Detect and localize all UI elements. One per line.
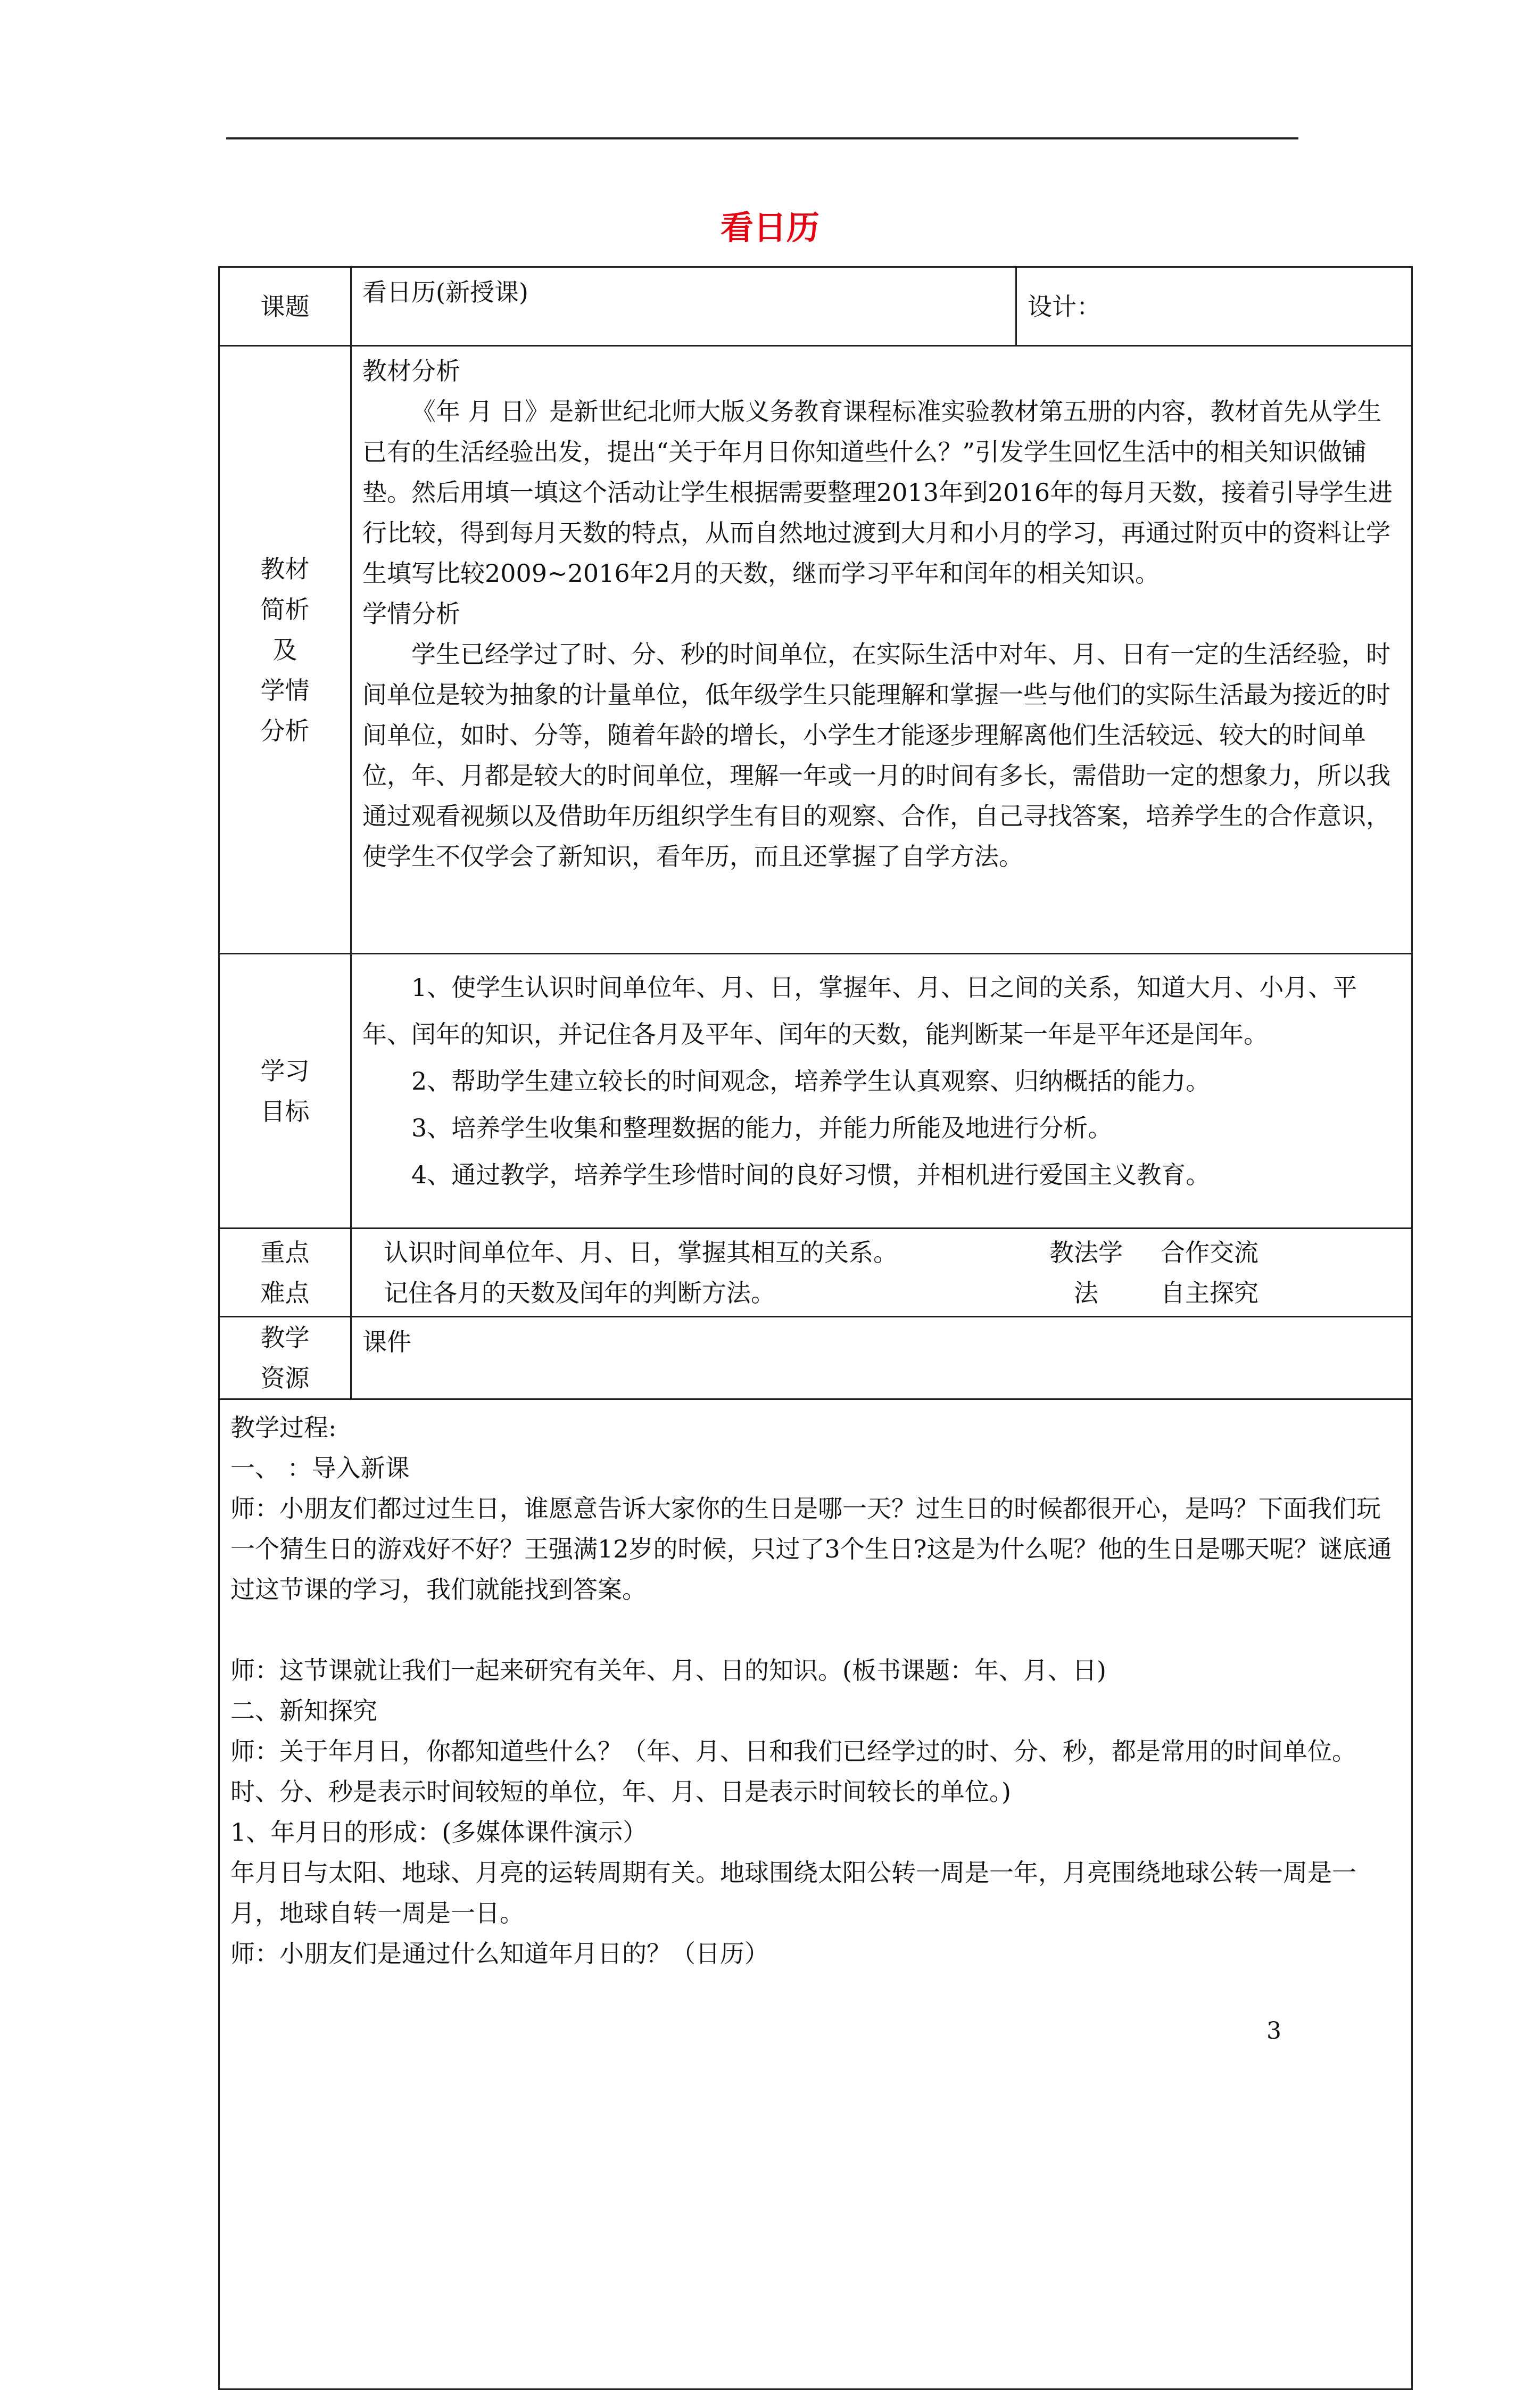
- lesson-plan-table: [218, 266, 1413, 2390]
- methods-list: [1150, 1232, 1259, 1313]
- key-point: 认识时间单位年、月、日，掌握其相互的关系。: [384, 1238, 898, 1267]
- objectives-label-line: 学习: [260, 1056, 310, 1085]
- student-analysis-text: 学生已经学过了时、分、秒的时间单位，在实际生活中对年、月、日有一定的生活经验，时间单位是较为抽象的计量单位，低年级学生只能理解和掌握一些与他们的实际生活最为接近的时间单位，如时、分等，随着年龄的增长，小学生才能逐步理解离他们生活较远、较大的时间单位，年、月都是较大的时间单位，理解一年或一月的时间有多长，需借助一定的想象力，所以我通过观看视频以及借助年历组织学生有目的观察、合作，自己寻找答案，培养学生的合作意识，使学生不仅学会了新知识，看年历，而且还掌握了自学方法。: [362, 640, 1390, 871]
- method-label-line: 法: [1074, 1278, 1098, 1307]
- process-content: [219, 1399, 1412, 2389]
- process-blank-line: [230, 1610, 1401, 1650]
- analysis-label-line: 教材: [260, 554, 310, 583]
- objectives-label: [219, 954, 351, 1229]
- keypoints-label: [219, 1229, 351, 1317]
- method-label: [1022, 1232, 1150, 1313]
- process-line: 二、新知探究: [230, 1696, 377, 1725]
- process-line: 师：小朋友们都过过生日，谁愿意告诉大家你的生日是哪一天？过生日的时候都很开心，是吗？下面我们玩一个猜生日的游戏好不好？王强满12岁的时候，只过了3个生日?这是为什么呢？他的生日是哪天呢？谜底通过这节课的学习，我们就能找到答案。: [230, 1494, 1392, 1604]
- analysis-row: [219, 346, 1412, 954]
- objective-item: 3、培养学生收集和整理数据的能力，并能力所能及地进行分析。: [411, 1114, 1113, 1142]
- student-analysis-heading: 学情分析: [362, 599, 460, 628]
- textbook-analysis-text: 《年 月 日》是新世纪北师大版义务教育课程标准实验教材第五册的内容，教材首先从学生已有的生活经验出发，提出“关于年月日你知道些什么？”引发学生回忆生活中的相关知识做铺垫。然后用填一填这个活动让学生根据需要整理2013年到2016年的每月天数，接着引导学生进行比较，得到每月天数的特点，从而自然地过渡到大月和小月的学习，再通过附页中的资料让学生填写比较2009~2016年2月的天数，继而学习平年和闰年的相关知识。: [362, 397, 1393, 588]
- objective-item: 2、帮助学生建立较长的时间观念，培养学生认真观察、归纳概括的能力。: [411, 1067, 1211, 1095]
- method-label-line: 教法学: [1049, 1238, 1123, 1267]
- keypoints-content: [351, 1229, 1412, 1317]
- process-line: 1、年月日的形成：(多媒体课件演示）: [230, 1818, 648, 1847]
- document-title: 看日历: [720, 208, 819, 247]
- textbook-analysis-heading: 教材分析: [362, 357, 460, 385]
- resources-label-line: 资源: [260, 1364, 310, 1392]
- method-item: 自主探究: [1161, 1278, 1259, 1307]
- difficult-point: 记住各月的天数及闰年的判断方法。: [384, 1278, 775, 1307]
- topic-value: 看日历(新授课): [351, 267, 1016, 346]
- process-line: 一、 ：导入新课: [230, 1454, 410, 1482]
- process-row: [219, 1399, 1412, 2389]
- process-line: 师：小朋友们是通过什么知道年月日的？（日历）: [230, 1939, 769, 1968]
- analysis-content: [351, 346, 1412, 954]
- resources-value: 课件: [351, 1317, 1412, 1399]
- resources-row: [219, 1317, 1412, 1399]
- objectives-row: [219, 954, 1412, 1229]
- analysis-label: [219, 346, 351, 954]
- resources-label: [219, 1317, 351, 1399]
- analysis-label-line: 学情: [260, 675, 310, 705]
- design-label: 设计：: [1016, 267, 1412, 346]
- topic-row: [219, 267, 1412, 346]
- process-line: 师：关于年月日，你都知道些什么？（年、月、日和我们已经学过的时、分、秒，都是常用的时间单位。时、分、秒是表示时间较短的单位，年、月、日是表示时间较长的单位。): [230, 1737, 1356, 1806]
- analysis-label-line: 简析: [260, 595, 310, 624]
- process-line: 年月日与太阳、地球、月亮的运转周期有关。地球围绕太阳公转一周是一年，月亮围绕地球公转一周是一月，地球自转一周是一日。: [230, 1858, 1356, 1927]
- keypoints-row: [219, 1229, 1412, 1317]
- analysis-label-line: 分析: [260, 716, 310, 745]
- objective-item: 1、使学生认识时间单位年、月、日，掌握年、月、日之间的关系，知道大月、小月、平年、闰年的知识，并记住各月及平年、闰年的天数，能判断某一年是平年还是闰年。: [362, 973, 1357, 1049]
- objectives-content: [351, 954, 1412, 1229]
- process-line: 师：这节课就让我们一起来研究有关年、月、日的知识。(板书课题：年、月、日): [230, 1656, 1106, 1685]
- resources-label-line: 教学: [260, 1323, 310, 1352]
- objectives-label-line: 目标: [260, 1097, 310, 1126]
- objective-item: 4、通过教学，培养学生珍惜时间的良好习惯，并相机进行爱国主义教育。: [411, 1160, 1211, 1189]
- topic-label: 课题: [219, 267, 351, 346]
- process-line: 教学过程:: [230, 1413, 337, 1442]
- keypoints-text: [352, 1232, 1022, 1313]
- header-rule: [226, 137, 1298, 139]
- keypoints-label-line: 难点: [260, 1278, 310, 1307]
- page-number: 3: [1266, 2017, 1281, 2045]
- analysis-label-line: 及: [272, 635, 297, 664]
- keypoints-label-line: 重点: [260, 1238, 310, 1267]
- method-item: 合作交流: [1161, 1238, 1259, 1267]
